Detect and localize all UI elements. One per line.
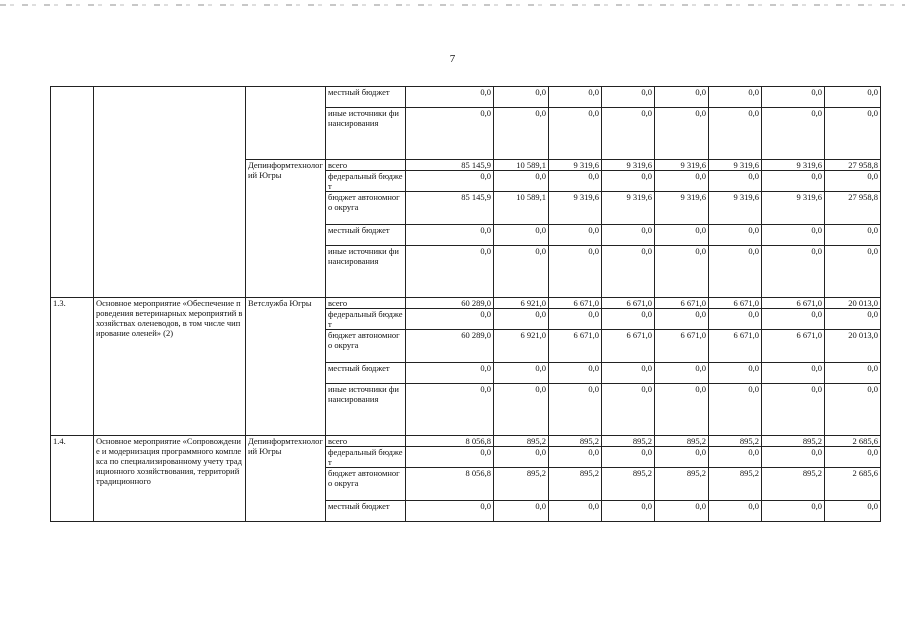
responsible-cell <box>246 87 326 160</box>
value-cell: 895,2 <box>709 468 762 501</box>
funding-source-cell: бюджет автономного округа <box>326 192 406 225</box>
value-cell: 0,0 <box>762 108 825 160</box>
value-cell: 0,0 <box>602 363 655 384</box>
table-row <box>51 298 881 309</box>
value-cell: 0,0 <box>549 246 602 298</box>
value-cell: 895,2 <box>655 468 709 501</box>
value-cell: 0,0 <box>602 246 655 298</box>
value-cell: 0,0 <box>549 108 602 160</box>
page-number: 7 <box>449 53 456 65</box>
value-cell: 0,0 <box>655 309 709 330</box>
funding-source-cell: иные источники финансирования <box>326 246 406 298</box>
value-cell: 27 958,8 <box>825 192 881 225</box>
value-cell: 2 685,6 <box>825 468 881 501</box>
value-cell: 0,0 <box>494 447 549 468</box>
value-cell: 0,0 <box>655 87 709 108</box>
value-cell: 0,0 <box>762 501 825 522</box>
value-cell: 0,0 <box>602 87 655 108</box>
value-cell: 0,0 <box>406 501 494 522</box>
value-cell: 0,0 <box>655 108 709 160</box>
value-cell: 0,0 <box>762 447 825 468</box>
measure-name-cell: Основное мероприятие «Обеспечение проведения ветеринарных мероприятий в хозяйствах оленеводов, в том числе чипирование оленей» (2) <box>94 298 246 436</box>
value-cell: 0,0 <box>655 447 709 468</box>
value-cell: 0,0 <box>709 225 762 246</box>
value-cell: 6 921,0 <box>494 330 549 363</box>
value-cell: 0,0 <box>709 171 762 192</box>
value-cell: 895,2 <box>762 436 825 447</box>
value-cell: 0,0 <box>406 384 494 436</box>
value-cell: 20 013,0 <box>825 330 881 363</box>
funding-source-cell: федеральный бюджет <box>326 309 406 330</box>
value-cell: 0,0 <box>655 246 709 298</box>
value-cell: 10 589,1 <box>494 192 549 225</box>
value-cell: 0,0 <box>494 363 549 384</box>
value-cell: 8 056,8 <box>406 468 494 501</box>
value-cell: 0,0 <box>825 171 881 192</box>
value-cell: 0,0 <box>549 384 602 436</box>
value-cell: 0,0 <box>494 108 549 160</box>
value-cell: 0,0 <box>602 447 655 468</box>
value-cell: 0,0 <box>549 87 602 108</box>
value-cell: 6 671,0 <box>549 330 602 363</box>
value-cell: 6 671,0 <box>602 298 655 309</box>
funding-source-cell: иные источники финансирования <box>326 384 406 436</box>
funding-source-cell: иные источники финансирования <box>326 108 406 160</box>
funding-source-cell: местный бюджет <box>326 501 406 522</box>
value-cell: 895,2 <box>494 436 549 447</box>
value-cell: 9 319,6 <box>549 192 602 225</box>
scan-edge-artifact <box>0 4 905 6</box>
value-cell: 0,0 <box>549 309 602 330</box>
value-cell: 0,0 <box>602 225 655 246</box>
value-cell: 9 319,6 <box>709 160 762 171</box>
value-cell: 0,0 <box>406 447 494 468</box>
value-cell: 6 671,0 <box>709 298 762 309</box>
funding-source-cell: всего <box>326 160 406 171</box>
value-cell: 6 921,0 <box>494 298 549 309</box>
value-cell: 0,0 <box>406 171 494 192</box>
value-cell: 0,0 <box>549 225 602 246</box>
value-cell: 9 319,6 <box>762 160 825 171</box>
value-cell: 0,0 <box>762 246 825 298</box>
measure-number-cell: 1.4. <box>51 436 94 522</box>
budget-table-body <box>51 87 881 522</box>
value-cell: 0,0 <box>825 501 881 522</box>
funding-source-cell: местный бюджет <box>326 225 406 246</box>
value-cell: 9 319,6 <box>655 160 709 171</box>
funding-source-cell: всего <box>326 298 406 309</box>
value-cell: 0,0 <box>494 171 549 192</box>
value-cell: 6 671,0 <box>602 330 655 363</box>
value-cell: 0,0 <box>762 171 825 192</box>
value-cell: 6 671,0 <box>762 298 825 309</box>
value-cell: 9 319,6 <box>549 160 602 171</box>
value-cell: 0,0 <box>825 309 881 330</box>
responsible-cell: Депинформтехнологий Югры <box>246 436 326 522</box>
value-cell: 2 685,6 <box>825 436 881 447</box>
value-cell: 6 671,0 <box>709 330 762 363</box>
funding-source-cell: местный бюджет <box>326 363 406 384</box>
measure-number-cell <box>51 87 94 298</box>
value-cell: 0,0 <box>655 363 709 384</box>
value-cell: 895,2 <box>709 436 762 447</box>
value-cell: 0,0 <box>549 363 602 384</box>
measure-number-cell: 1.3. <box>51 298 94 436</box>
value-cell: 0,0 <box>825 108 881 160</box>
value-cell: 0,0 <box>494 309 549 330</box>
responsible-cell: Депинформтехнологий Югры <box>246 160 326 298</box>
value-cell: 895,2 <box>549 436 602 447</box>
value-cell: 0,0 <box>494 87 549 108</box>
budget-table <box>50 86 881 522</box>
value-cell: 0,0 <box>709 246 762 298</box>
value-cell: 0,0 <box>709 384 762 436</box>
value-cell: 0,0 <box>602 309 655 330</box>
value-cell: 8 056,8 <box>406 436 494 447</box>
value-cell: 0,0 <box>709 501 762 522</box>
value-cell: 0,0 <box>406 225 494 246</box>
value-cell: 0,0 <box>602 108 655 160</box>
value-cell: 0,0 <box>655 225 709 246</box>
value-cell: 895,2 <box>602 468 655 501</box>
value-cell: 0,0 <box>825 87 881 108</box>
value-cell: 895,2 <box>549 468 602 501</box>
funding-source-cell: всего <box>326 436 406 447</box>
value-cell: 6 671,0 <box>762 330 825 363</box>
funding-source-cell: бюджет автономного округа <box>326 330 406 363</box>
value-cell: 0,0 <box>825 447 881 468</box>
responsible-cell: Ветслужба Югры <box>246 298 326 436</box>
value-cell: 0,0 <box>406 363 494 384</box>
value-cell: 0,0 <box>825 246 881 298</box>
value-cell: 10 589,1 <box>494 160 549 171</box>
table-row <box>51 436 881 447</box>
value-cell: 0,0 <box>825 225 881 246</box>
value-cell: 0,0 <box>762 363 825 384</box>
value-cell: 895,2 <box>655 436 709 447</box>
value-cell: 60 289,0 <box>406 330 494 363</box>
value-cell: 0,0 <box>602 384 655 436</box>
value-cell: 0,0 <box>406 108 494 160</box>
value-cell: 0,0 <box>709 309 762 330</box>
value-cell: 0,0 <box>602 171 655 192</box>
value-cell: 0,0 <box>549 171 602 192</box>
value-cell: 9 319,6 <box>762 192 825 225</box>
value-cell: 0,0 <box>549 447 602 468</box>
value-cell: 0,0 <box>494 384 549 436</box>
value-cell: 0,0 <box>709 447 762 468</box>
value-cell: 0,0 <box>762 225 825 246</box>
measure-name-cell <box>94 87 246 298</box>
value-cell: 0,0 <box>709 87 762 108</box>
value-cell: 9 319,6 <box>602 160 655 171</box>
value-cell: 20 013,0 <box>825 298 881 309</box>
value-cell: 60 289,0 <box>406 298 494 309</box>
value-cell: 9 319,6 <box>709 192 762 225</box>
value-cell: 9 319,6 <box>655 192 709 225</box>
table-row <box>51 87 881 108</box>
funding-source-cell: бюджет автономного округа <box>326 468 406 501</box>
value-cell: 0,0 <box>825 384 881 436</box>
value-cell: 0,0 <box>406 246 494 298</box>
funding-source-cell: федеральный бюджет <box>326 447 406 468</box>
value-cell: 0,0 <box>655 171 709 192</box>
value-cell: 85 145,9 <box>406 192 494 225</box>
value-cell: 0,0 <box>494 246 549 298</box>
value-cell: 0,0 <box>406 87 494 108</box>
value-cell: 0,0 <box>709 108 762 160</box>
funding-source-cell: федеральный бюджет <box>326 171 406 192</box>
value-cell: 0,0 <box>762 384 825 436</box>
value-cell: 0,0 <box>549 501 602 522</box>
value-cell: 0,0 <box>825 363 881 384</box>
value-cell: 0,0 <box>494 225 549 246</box>
value-cell: 0,0 <box>494 501 549 522</box>
value-cell: 85 145,9 <box>406 160 494 171</box>
value-cell: 0,0 <box>602 501 655 522</box>
value-cell: 0,0 <box>709 363 762 384</box>
value-cell: 0,0 <box>655 384 709 436</box>
value-cell: 6 671,0 <box>655 298 709 309</box>
value-cell: 27 958,8 <box>825 160 881 171</box>
value-cell: 6 671,0 <box>549 298 602 309</box>
value-cell: 895,2 <box>602 436 655 447</box>
measure-name-cell: Основное мероприятие «Сопровождение и модернизация программного комплекса по специализированному учету традиционного хозяйствования, территорий традиционного <box>94 436 246 522</box>
funding-source-cell: местный бюджет <box>326 87 406 108</box>
value-cell: 0,0 <box>762 87 825 108</box>
value-cell: 0,0 <box>655 501 709 522</box>
value-cell: 0,0 <box>762 309 825 330</box>
value-cell: 9 319,6 <box>602 192 655 225</box>
value-cell: 6 671,0 <box>655 330 709 363</box>
value-cell: 895,2 <box>494 468 549 501</box>
value-cell: 0,0 <box>406 309 494 330</box>
value-cell: 895,2 <box>762 468 825 501</box>
